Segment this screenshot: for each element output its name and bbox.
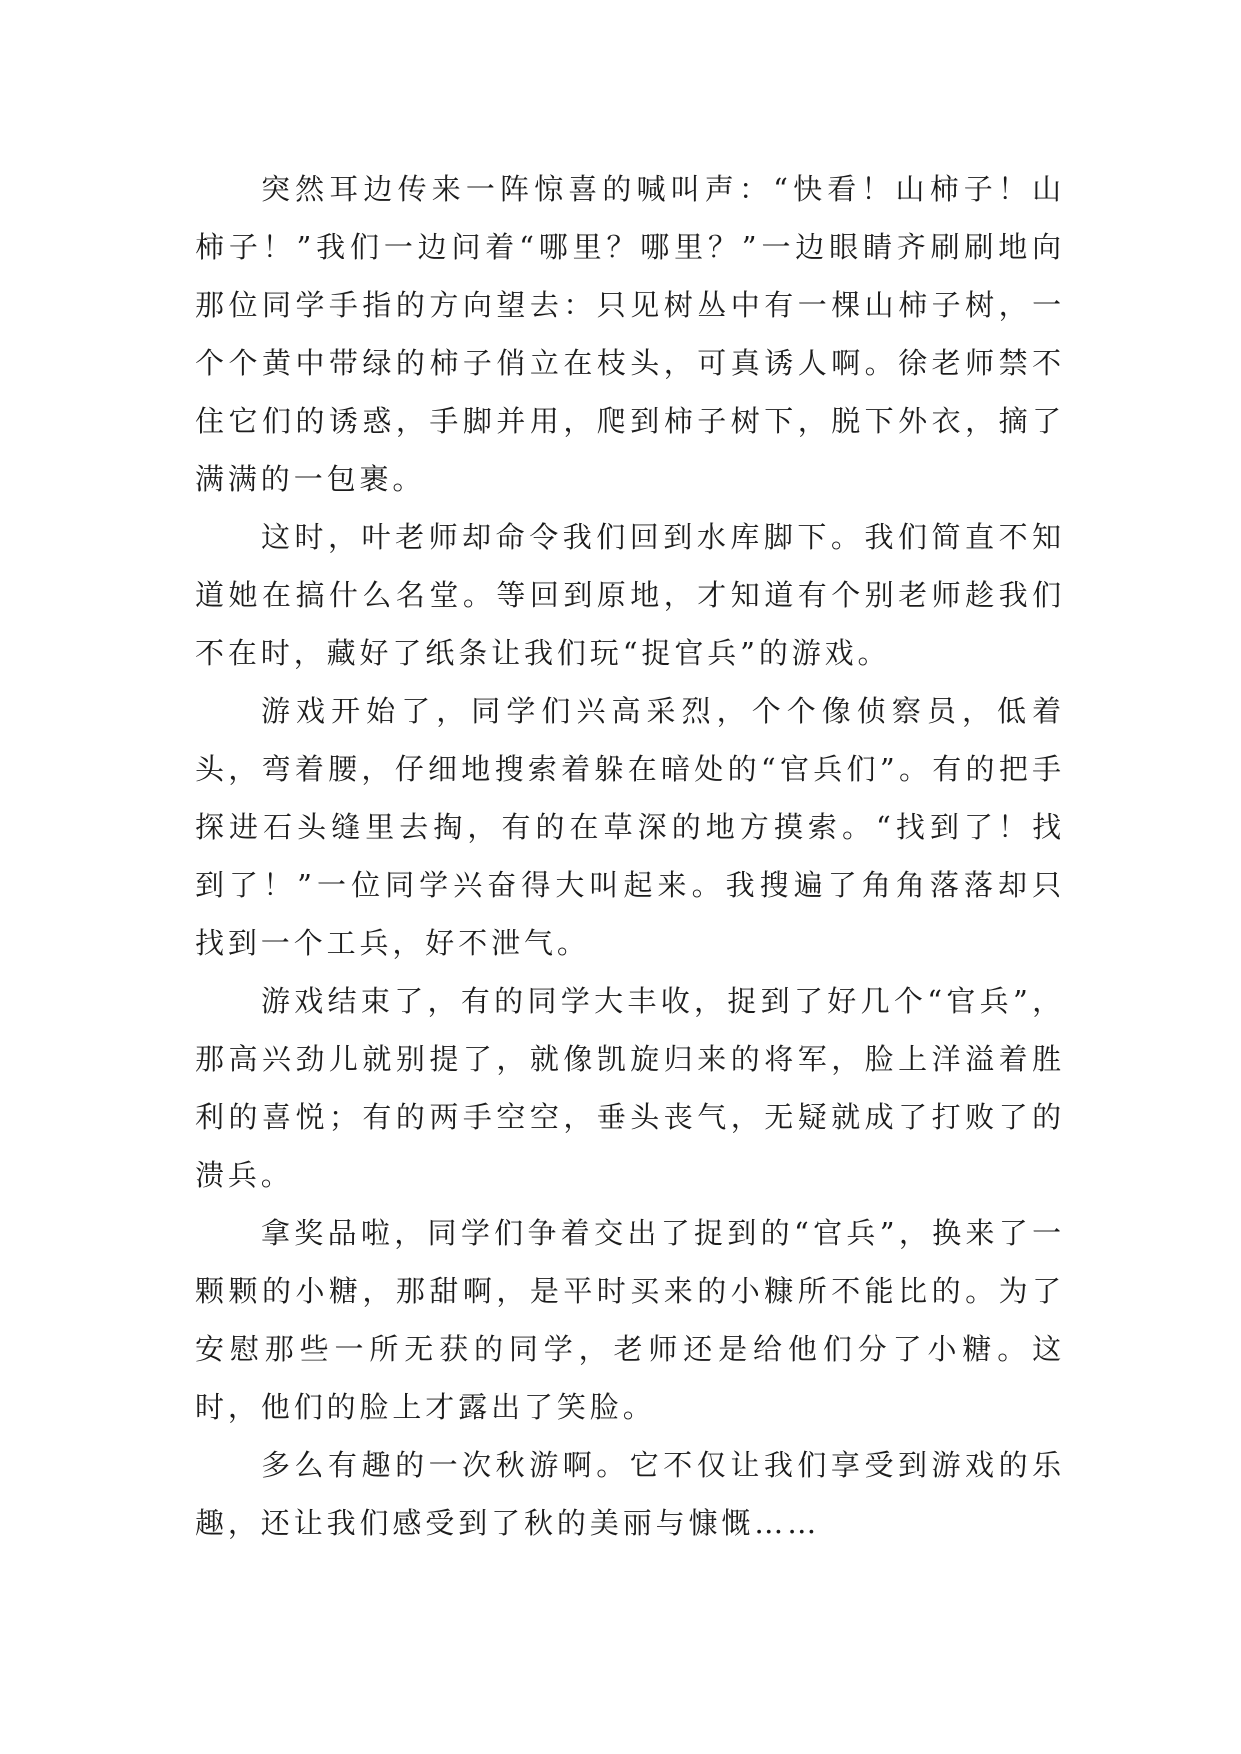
paragraph-5: 拿奖品啦，同学们争着交出了捉到的“官兵”，换来了一颗颗的小糖，那甜啊，是平时买来的小糠所不能比的。为了安慰那些一所无获的同学，老师还是给他们分了小糖。这时，他们的脸上才露出了笑脸。 bbox=[195, 1216, 1065, 1424]
paragraph-3: 游戏开始了，同学们兴高采烈，个个像侦察员，低着头，弯着腰，仔细地搜索着躲在暗处的“官兵们”。有的把手探进石头缝里去掏，有的在草深的地方摸索。“找到了！找到了！”一位同学兴奋得大叫起来。我搜遍了角角落落却只找到一个工兵，好不泄气。 bbox=[195, 694, 1065, 960]
paragraph-6: 多么有趣的一次秋游啊。它不仅让我们享受到游戏的乐趣，还让我们感受到了秋的美丽与慷慨…… bbox=[195, 1448, 1065, 1540]
paragraph-4: 游戏结束了，有的同学大丰收，捉到了好几个“官兵”，那高兴劲儿就别提了，就像凯旋归来的将军，脸上洋溢着胜利的喜悦；有的两手空空，垂头丧气，无疑就成了打败了的溃兵。 bbox=[195, 984, 1065, 1192]
paragraph-2: 这时，叶老师却命令我们回到水库脚下。我们简直不知道她在搞什么名堂。等回到原地，才知道有个别老师趁我们不在时，藏好了纸条让我们玩“捉官兵”的游戏。 bbox=[195, 520, 1065, 670]
document-body bbox=[195, 160, 1065, 1552]
paragraph-1: 突然耳边传来一阵惊喜的喊叫声：“快看！山柿子！山柿子！”我们一边问着“哪里？哪里？”一边眼睛齐刷刷地向那位同学手指的方向望去：只见树丛中有一棵山柿子树，一个个黄中带绿的柿子俏立在枝头，可真诱人啊。徐老师禁不住它们的诱惑，手脚并用，爬到柿子树下，脱下外衣，摘了满满的一包裹。 bbox=[195, 172, 1065, 496]
